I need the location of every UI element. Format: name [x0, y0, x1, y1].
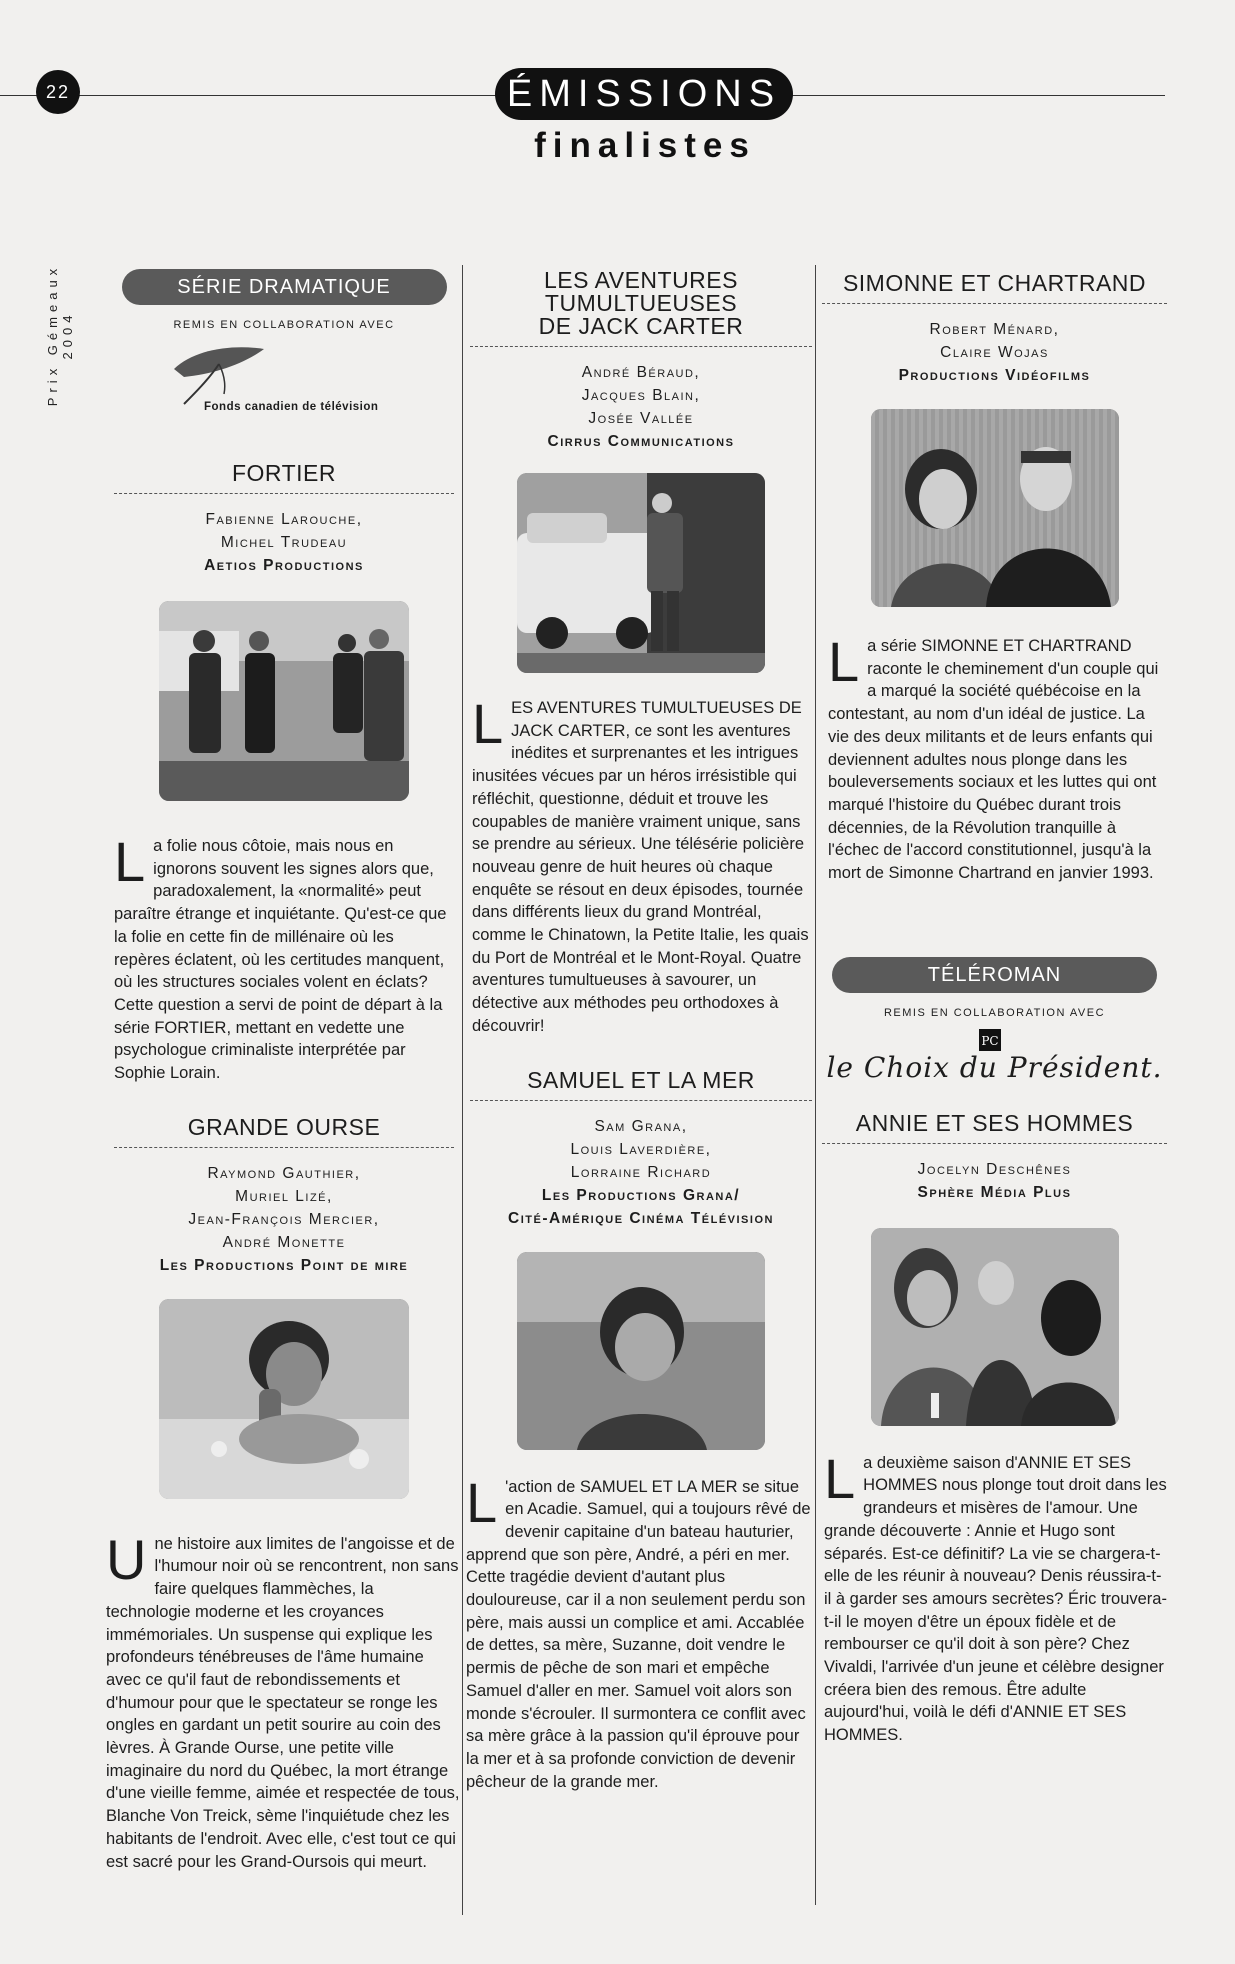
- sponsor-name: le Choix du Président.: [826, 1050, 1163, 1084]
- column-divider-1: [462, 265, 463, 1915]
- credits-fortier: [114, 508, 454, 577]
- column-1: [106, 265, 460, 1873]
- show-title-grande-ourse: GRANDE OURSE: [114, 1115, 454, 1148]
- photo-grande-ourse: [159, 1299, 409, 1499]
- synopsis-jack-carter: [472, 692, 812, 1038]
- photo-simonne: [871, 409, 1119, 607]
- credit: Jean-François Mercier,: [188, 1210, 380, 1228]
- credits-samuel: [470, 1115, 812, 1230]
- credits-grande-ourse: [114, 1162, 454, 1277]
- credit: Fabienne Larouche,: [205, 511, 363, 528]
- title-line: DE JACK CARTER: [538, 313, 744, 339]
- category-badge: TÉLÉROMAN: [832, 957, 1157, 993]
- dropcap: L: [824, 1446, 856, 1510]
- synopsis-simonne: [828, 630, 1167, 885]
- synopsis-samuel: [466, 1470, 812, 1794]
- dropcap: L: [472, 692, 504, 755]
- dropcap: L: [114, 830, 146, 893]
- section-title: ÉMISSIONS: [495, 68, 793, 120]
- show-title-simonne: SIMONNE ET CHARTRAND: [822, 271, 1167, 304]
- dropcap: U: [106, 1527, 147, 1591]
- synopsis-text: ES AVENTURES TUMULTUEUSES DE JACK CARTER, ce sont les aventures inédites et surprenantes et les intrigues inusitées vécues par un héros irrésistible qui réfléchit, questionne, déduit et trouve les coupables de manière vraiment unique, sans se prendre au sérieux. Une télésérie policière nouveau genre de huit heures où chaque enquête se résout en deux épisodes, tournée dans différents lieux du grand Montréal, comme le Chinatown, la Petite Italie, les quais du Port de Montréal et le Mont-Royal. Quatre aventures tumultueuses à savourer, un détective aux méthodes peu orthodoxes à découvrir!: [472, 699, 809, 1035]
- synopsis-grande-ourse: [106, 1527, 460, 1874]
- sponsor-name: Fonds canadien de télévision: [204, 401, 379, 413]
- credit: Jocelyn Deschênes: [917, 1160, 1072, 1178]
- producer: Les Productions Point de mire: [159, 1256, 409, 1274]
- producer: Productions Vidéofilms: [898, 367, 1091, 384]
- section-subtitle: finalistes: [534, 126, 756, 165]
- photo-samuel: [517, 1252, 765, 1450]
- synopsis-text: a folie nous côtoie, mais nous en ignorons souvent les signes alors que, paradoxalement, la «normalité» peut paraître étrange et inquiétante. Qu'est-ce que la folie en cette fin de millénaire où les repères éclatent, où les certitudes manquent, où les structures sociales volent en éclats? Cette question a servi de point de départ à la série FORTIER, mettant en vedette une psychologue criminaliste interprétée par Sophie Lorain.: [114, 837, 447, 1083]
- photo-jack-carter: [517, 473, 765, 673]
- credit: André Monette: [222, 1233, 346, 1251]
- column-divider-2: [815, 265, 816, 1905]
- producer: Les Productions Grana/: [541, 1186, 741, 1204]
- show-title-jack-carter: [470, 269, 812, 347]
- category-badge: SÉRIE DRAMATIQUE: [122, 269, 447, 305]
- credit: Jacques Blain,: [581, 387, 701, 404]
- producer: Aetios Productions: [204, 557, 364, 574]
- credit: Robert Ménard,: [929, 321, 1060, 338]
- title-line: LES AVENTURES: [544, 267, 738, 293]
- producer: Cité-Amérique Cinéma Télévision: [508, 1209, 774, 1227]
- collab-label: REMIS EN COLLABORATION AVEC: [883, 1006, 1106, 1019]
- synopsis-text: ne histoire aux limites de l'angoisse et de l'humour noir où se rencontrent, non sans faire quelques flammèches, la technologie moderne et les croyances immémoriales. Un suspense qui explique les profondeurs ténébreuses de l'âme humaine avec ce qu'il faut de rebondissements et d'humour pour que le spectateur se ronge les ongles en gardant un petit sourire au coin des lèvres. À Grande Ourse, une petite ville imaginaire du nord du Québec, la mort étrange d'une vieille femme, aimée et respectée de tous, Blanche Von Treick, sème l'inquiétude chez les habitants de l'endroit. Avec elle, c'est tout ce qui est sacré pour les Grand-Oursois qui meurt.: [106, 1534, 460, 1871]
- dropcap: L: [466, 1470, 498, 1534]
- sponsor-logo: [822, 1029, 1167, 1099]
- pc-logo-icon: [979, 1029, 1001, 1051]
- credit: Muriel Lizé,: [235, 1187, 333, 1205]
- photo-fortier: [159, 601, 409, 801]
- credit: Claire Wojas: [940, 344, 1049, 361]
- credits-annie: [822, 1158, 1167, 1204]
- column-2: [466, 265, 812, 1793]
- synopsis-text: a deuxième saison d'ANNIE ET SES HOMMES nous plonge tout droit dans les grandeurs et misères de l'amour. Une grande découverte : Annie et Hugo sont séparés. Est-ce définitif? La vie se chargera-t-elle de les réunir à nouveau? Denis réussira-t-il à garder ses amours secrètes? Éric trouvera-t-il le moyen d'être un époux fidèle et de rembourser ce qu'il doit à son père? Chez Vivaldi, l'arrivée d'un jeune et célèbre designer créera bien des remous. Être adulte aujourd'hui, voilà le défi d'ANNIE ET SES HOMMES.: [824, 1453, 1167, 1745]
- producer: Cirrus Communications: [547, 433, 735, 450]
- credit: Lorraine Richard: [570, 1163, 712, 1181]
- show-title-annie: ANNIE ET SES HOMMES: [822, 1111, 1167, 1144]
- producer: Sphère Média Plus: [917, 1183, 1072, 1201]
- synopsis-annie: [824, 1446, 1167, 1747]
- title-line: TUMULTUEUSES: [544, 290, 738, 316]
- leaf-icon: [164, 339, 274, 409]
- credit: Sam Grana,: [594, 1117, 688, 1135]
- credit: Michel Trudeau: [220, 534, 348, 551]
- side-label: Prix Gémeaux 2004: [45, 263, 75, 407]
- synopsis-text: a série SIMONNE ET CHARTRAND raconte le cheminement d'un couple qui a marqué la société québécoise en la contestant, au nom d'un idéal de justice. La vie des deux militants et de leurs enfants qui deviennent adultes nous plonge dans les bouleversements sociaux et les luttes qui ont marqué l'histoire du Québec durant trois décennies, de la Révolution tranquille à l'échec de l'accord constitutionnel, jusqu'à la mort de Simonne Chartrand en janvier 1993.: [828, 637, 1159, 883]
- collab-label: REMIS EN COLLABORATION AVEC: [173, 319, 395, 331]
- credits-simonne: [822, 318, 1167, 387]
- show-title-fortier: FORTIER: [114, 461, 454, 494]
- synopsis-text: 'action de SAMUEL ET LA MER se situe en Acadie. Samuel, qui a toujours rêvé de devenir capitaine d'un bateau hauturier, apprend que son père, André, a péri en mer. Cette tragédie devient d'autant plus douloureuse, car il a non seulement perdu son père, mais aussi un complice et ami. Accablée de dettes, sa mère, Suzanne, doit vendre le permis de pêche de son mari et empêche Samuel d'aller en mer. Samuel voit alors son monde s'écrouler. Il surmontera ce conflit avec sa mère grâce à la passion qu'il éprouve pour la mer et à sa profonde conviction de devenir pêcheur de la grande mer.: [466, 1477, 811, 1791]
- credit: André Béraud,: [581, 364, 701, 381]
- credit: Josée Vallée: [588, 410, 694, 427]
- credit: Raymond Gauthier,: [207, 1164, 361, 1182]
- photo-annie: [871, 1228, 1119, 1426]
- credit: Louis Laverdière,: [570, 1140, 712, 1158]
- dropcap: L: [828, 630, 860, 693]
- column-3: [822, 265, 1167, 1747]
- svg-text:PC: PC: [981, 1033, 999, 1048]
- credits-jack-carter: [470, 361, 812, 453]
- show-title-samuel: SAMUEL ET LA MER: [470, 1068, 812, 1101]
- sponsor-logo: [114, 339, 454, 429]
- page-number: 22: [36, 70, 80, 114]
- synopsis-fortier: [114, 830, 454, 1085]
